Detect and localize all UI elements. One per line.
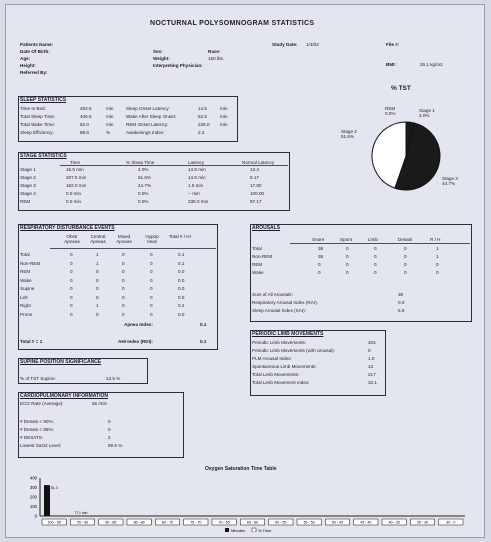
respiratory-row-label: Right (20, 303, 31, 308)
cardio-header: CARDIOPULMONARY INFORMATION (20, 393, 108, 399)
height-label: Height: (20, 63, 36, 68)
respiratory-cell: 0 (122, 286, 125, 291)
stage-row-pct: 0.0% (138, 191, 149, 196)
arousal-summary-value: 0.0 (398, 300, 405, 305)
arousal-cell: 0 (404, 246, 407, 251)
respiratory-cell: 0 (122, 294, 125, 300)
respiratory-row-label: Supine (20, 286, 35, 291)
patient-name-label: Patients Name: (20, 42, 54, 47)
chart-y-tick: 400 (30, 475, 37, 481)
sleep-stat-value: 236.0 (198, 122, 210, 127)
stage-row-latency: 1.5 min (188, 183, 204, 188)
arousal-cell: 38 (318, 254, 324, 259)
stage-row-normal: 17.80 (250, 183, 262, 188)
limb-row-label: Total Limb Movements: (252, 372, 300, 377)
respiratory-col-header: Obstr Apneas (64, 234, 80, 244)
oxygen-saturation-chart (20, 470, 475, 532)
arousal-cell: 0 (404, 262, 407, 267)
arousal-cell: 0 (318, 270, 321, 275)
respiratory-row-label: Non-REM (20, 260, 41, 266)
arousal-cell: 0 (346, 254, 349, 259)
stage-row-latency: 14.5 min (188, 167, 206, 172)
stage-row-time: 182.0 min (66, 183, 87, 188)
respiratory-cell: 0 (96, 286, 99, 291)
arousal-summary-label: Sum of All Arousals: (252, 292, 293, 297)
respiratory-row-label: Left (20, 294, 28, 300)
arousal-cell: 0 (436, 262, 439, 267)
stage-row-name: Stage 2 (20, 175, 36, 180)
stage-row-time: 16.5 min (66, 167, 84, 172)
chart-x-tick: 80 - 75 (161, 520, 174, 525)
cardio-row-label: # Desats < 90%: (20, 419, 54, 424)
respiratory-cell: 0 (150, 303, 153, 308)
chart-y-tick: 100 (30, 504, 37, 509)
stage-row-normal: 8.17 (250, 175, 259, 180)
sleep-stat-label: Wake After Sleep Onset: (126, 114, 177, 119)
limb-row-label: PLM Arousal Index: (252, 356, 292, 361)
respiratory-cell: 0 (96, 277, 99, 283)
respiratory-cell: 0.1 (178, 260, 185, 266)
chart-y-tick: 300 (30, 485, 37, 490)
stage-row-normal: 13.4 (250, 167, 259, 172)
arousal-row-label: REM (252, 262, 263, 267)
cardio-row-label: # Desats < 85%: (20, 427, 54, 432)
respiratory-cell: 0.2 (178, 303, 185, 308)
arousal-cell: 38 (318, 246, 324, 251)
respiratory-row-label: Wake (20, 277, 32, 283)
respiratory-cell: 1 (96, 303, 99, 308)
sleep-stat-unit: % (106, 130, 111, 135)
stage-row-name: REM (20, 199, 31, 204)
report-title: NOCTURNAL POLYSOMNOGRAM STATISTICS (150, 20, 315, 27)
cardio-row-label: Lowest SaO2 Level: (20, 443, 62, 448)
respiratory-header: RESPIRATORY DISTURBANCE EVENTS (20, 225, 115, 231)
stage-row-name: Stage 1 (20, 167, 36, 172)
respiratory-cell: 0 (150, 269, 153, 274)
arousal-cell: 0 (346, 270, 349, 275)
chart-x-tick: 95 - 90 (76, 520, 89, 525)
sleep-stat-value: 2.2 (198, 130, 205, 135)
pie-label-stage3: Stage 3 44.7% (442, 176, 458, 186)
arousal-col-header: Limb (368, 237, 378, 242)
respiratory-cell: 0 (150, 286, 153, 291)
sleep-stat-label: Awakenings Index: (126, 130, 165, 135)
legend-time: % Time (258, 528, 272, 532)
arousal-cell: 1 (436, 254, 439, 259)
stage-header-rule (60, 165, 288, 166)
limb-row-value: 32.1 (368, 380, 377, 385)
limb-row-value: 217 (368, 372, 376, 377)
arousal-col-header: Spont (340, 237, 353, 242)
respiratory-row-label: Prone (20, 311, 33, 317)
arousal-cell: 0 (374, 270, 377, 275)
ahi-value: 0.1 (200, 339, 207, 344)
arousal-cell: 0 (374, 262, 377, 267)
stage-row-latency: -- min (188, 191, 200, 196)
sex-label: Sex: (153, 49, 163, 54)
bmi-value: 26.1 kg/m2 (420, 62, 443, 67)
respiratory-cell: 1 (96, 260, 99, 266)
sleep-stat-unit: min (220, 106, 228, 111)
stage-row-pct: 0.0% (138, 199, 149, 204)
arousal-summary-label: Sleep Arousal Index (SAI): (252, 308, 306, 313)
race-label: Race: (208, 49, 221, 54)
respiratory-cell: 0 (122, 311, 125, 317)
respiratory-cell: 0 (96, 311, 99, 317)
arousal-cell: 0 (346, 262, 349, 267)
supine-value: 13.5 % (106, 376, 121, 381)
stage-row-normal: 97.17 (250, 199, 262, 204)
sleep-stat-unit: min (220, 122, 228, 127)
sleep-stat-unit: min (106, 106, 114, 111)
respiratory-cell: 0.0 (178, 277, 185, 283)
respiratory-cell: 0 (122, 303, 125, 308)
chart-x-tick: 40 - 35 (388, 520, 400, 525)
arousal-cell: 0 (436, 270, 439, 275)
apnea-index-value: 0.1 (200, 322, 207, 327)
stage-row-name: Stage 4 (20, 191, 36, 196)
legend-minutes: Minutes (231, 528, 246, 532)
chart-y-tick: 200 (30, 494, 37, 500)
chart-bar (44, 485, 50, 516)
age-label: Age: (20, 56, 31, 61)
sleep-stage-pie (368, 118, 444, 194)
sleep-stat-unit: min (106, 114, 114, 119)
cardio-row-value: 0 (108, 427, 111, 432)
sleep-stat-label: Sleep Efficiency: (20, 130, 54, 135)
legend-swatch-time (252, 528, 256, 532)
sleep-stat-value: 406.5 (80, 114, 92, 119)
respiratory-total-label: Total # = 1 (20, 339, 43, 344)
cardio-row-value: 2 (108, 435, 111, 440)
respiratory-cell: 1 (96, 252, 99, 257)
respiratory-cell: 0 (70, 252, 73, 257)
pie-title: % TST (391, 85, 411, 92)
respiratory-cell: 0 (150, 260, 153, 266)
respiratory-row-label: REM (20, 269, 31, 274)
respiratory-cell: 0 (70, 311, 73, 317)
arousal-cell: 0 (374, 246, 377, 251)
respiratory-cell: 0 (70, 294, 73, 300)
limb-row-value: 13 (368, 364, 374, 369)
limb-row-value: 0 (368, 348, 371, 353)
limb-row-label: Spontaneous Limb Movements: (252, 364, 317, 369)
chart-x-tick: 90 - 85 (105, 520, 117, 525)
respiratory-cell: 0 (150, 294, 153, 300)
arousal-row-label: Total (252, 246, 262, 251)
cardio-row-value: 0 (108, 419, 111, 424)
stage-row-latency: 236.0 min (188, 199, 209, 204)
respiratory-col-header: Total # / Hr (168, 234, 192, 239)
stage-row-pct: 51.6% (138, 175, 152, 180)
sleep-stat-unit: min (106, 122, 114, 127)
arousal-header-rule (290, 243, 470, 244)
interpreting-label: Interpreting Physician: (153, 63, 203, 68)
respiratory-cell: 0 (122, 277, 125, 283)
chart-title: Oxygen Saturation Time Table (205, 466, 277, 472)
arousal-cell: 0 (404, 254, 407, 259)
ecg-label: ECG Rate (Average): (20, 401, 64, 406)
chart-data-label: 81.3 (51, 486, 58, 491)
arousal-summary-value: 5.6 (398, 308, 405, 313)
limb-movements-header: PERIODIC LIMB MOVEMENTS (252, 331, 324, 337)
legend-swatch-minutes (225, 528, 229, 532)
sleep-stat-value: 88.8 (80, 130, 89, 135)
respiratory-cell: 0 (150, 277, 153, 283)
respiratory-cell: 0.1 (178, 252, 185, 257)
arousal-cell: 0 (318, 262, 321, 267)
stage-row-pct: 44.7% (138, 183, 152, 188)
chart-data-label: 77.1 min (74, 511, 88, 515)
respiratory-cell: 0 (96, 269, 99, 274)
stage-row-latency: 14.5 min (188, 175, 206, 180)
chart-x-tick: 85 - 80 (133, 520, 145, 525)
arousal-col-header: Snore (312, 237, 325, 242)
chart-x-tick: 75 - 70 (190, 520, 202, 525)
sleep-stat-label: REM Onset Latency: (126, 122, 169, 127)
arousals-header: AROUSALS (252, 225, 281, 231)
respiratory-cell: 0.0 (178, 294, 185, 300)
respiratory-cell: 0 (70, 286, 73, 291)
ahi-label: AHI Index (RDI): (118, 339, 153, 344)
cardio-row-value: 89.5 % (108, 443, 123, 448)
limb-row-label: Periodic Limb Movements: (252, 340, 307, 345)
cardio-row-label: # DESATS: (20, 435, 44, 440)
sleep-stat-unit: min (220, 114, 228, 119)
chart-x-tick: 45 - 40 (360, 520, 372, 525)
stage-row-normal: 100.00 (250, 191, 265, 196)
arousal-row-label: Non-REM (252, 254, 273, 259)
sleep-stat-label: Total Sleep Time: (20, 114, 56, 119)
study-date-value: 1/4/02 (306, 42, 319, 47)
respiratory-cell: 0 (150, 311, 153, 317)
study-date-label: Study Date: (272, 42, 298, 47)
arousal-summary-value: 38 (398, 292, 404, 297)
stage-col-pct: % Sleep Time (126, 160, 155, 165)
stage-row-time: 0.0 min (66, 199, 82, 204)
chart-x-tick: 65 - 60 (246, 520, 259, 525)
respiratory-cell: 0 (70, 303, 73, 308)
stage-row-name: Stage 3 (20, 183, 36, 188)
weight-label: Weight: (153, 56, 170, 61)
arousal-row-label: Wake (252, 270, 264, 275)
limb-row-value: 204 (368, 340, 376, 345)
respiratory-cell: 0.0 (178, 311, 185, 317)
stage-row-time: 207.5 min (66, 175, 87, 180)
supine-header: SUPINE POSITION SIGNIFICANCE (20, 359, 102, 365)
pie-label-stage1: Stage 1 4.0% (419, 108, 435, 118)
respiratory-col-header: Hypop neas (145, 234, 159, 244)
arousal-cell: 1 (436, 246, 439, 251)
respiratory-cell: 0 (70, 269, 73, 274)
sleep-stat-value: 52.5 (198, 114, 207, 119)
chart-x-tick: 30 - 0 (446, 520, 456, 525)
stage-row-time: 0.0 min (66, 191, 82, 196)
chart-x-tick: 50 - 45 (331, 520, 344, 525)
stage-statistics-header: STAGE STATISTICS (20, 153, 67, 159)
limb-row-value: 1.0 (368, 356, 375, 361)
limb-row-label: Periodic Limb Movements (with arousal): (252, 348, 335, 353)
pie-label-rem: REM 0.0% (385, 106, 396, 116)
arousal-cell: 0 (374, 254, 377, 259)
pie-label-stage2: Stage 2 51.6% (341, 129, 357, 139)
arousal-col-header: R / H (430, 237, 441, 242)
sleep-stat-value: 482.5 (80, 106, 92, 111)
arousal-col-header: Desats (398, 237, 413, 242)
sleep-stat-value: 52.0 (80, 122, 89, 127)
supine-label: % of TST Supine: (20, 376, 56, 381)
respiratory-cell: 0.0 (178, 269, 185, 274)
respiratory-cell: 0 (70, 277, 73, 283)
respiratory-cell: 0 (96, 294, 99, 300)
respiratory-header-rule (50, 248, 216, 249)
sleep-stat-value: 14.5 (198, 106, 207, 111)
respiratory-cell: 0.0 (178, 286, 185, 291)
bmi-label: BMI: (386, 62, 396, 67)
respiratory-cell: 0 (150, 252, 153, 257)
sleep-stat-label: Total Wake Time: (20, 122, 56, 127)
dob-label: Date Of Birth: (20, 49, 50, 54)
chart-x-tick: 60 - 55 (275, 520, 287, 525)
chart-x-tick: 35 - 30 (416, 520, 429, 525)
respiratory-cell: 0 (122, 260, 125, 266)
respiratory-cell: 0 (70, 260, 73, 266)
respiratory-cell: 0 (122, 252, 125, 257)
file-label: File #: (386, 42, 400, 47)
respiratory-row-label: Total (20, 252, 30, 257)
weight-value: 150 lbs. (208, 56, 225, 61)
chart-y-tick: 0 (34, 513, 37, 519)
referred-label: Referred By: (20, 70, 48, 75)
respiratory-col-header: Mixed Apneas (116, 234, 132, 244)
arousal-summary-label: Respiratory Arousal Index (RAI): (252, 300, 318, 305)
stage-col-latency: Latency (188, 160, 205, 165)
respiratory-col-header: Central Apneas (90, 234, 106, 244)
arousal-cell: 0 (404, 270, 407, 275)
sleep-stat-label: Sleep Onset Latency: (126, 106, 170, 111)
chart-x-tick: 55 - 50 (303, 520, 315, 525)
stage-row-pct: 4.0% (138, 167, 149, 172)
ecg-value: 56 /min (92, 401, 108, 406)
sleep-stat-label: Time In Bed: (20, 106, 46, 111)
chart-x-tick: 100 - 95 (47, 520, 61, 525)
chart-x-tick: 70 - 65 (218, 520, 230, 525)
arousal-cell: 0 (346, 246, 349, 251)
apnea-index-label: Apnea Index: (124, 322, 153, 327)
respiratory-cell: 0 (122, 269, 125, 274)
stage-col-normal: Normal Latency (242, 160, 275, 165)
sleep-statistics-header: SLEEP STATISTICS (20, 97, 67, 103)
limb-row-label: Total Limb Movement Index: (252, 380, 310, 385)
stage-col-time: Time (70, 160, 81, 165)
